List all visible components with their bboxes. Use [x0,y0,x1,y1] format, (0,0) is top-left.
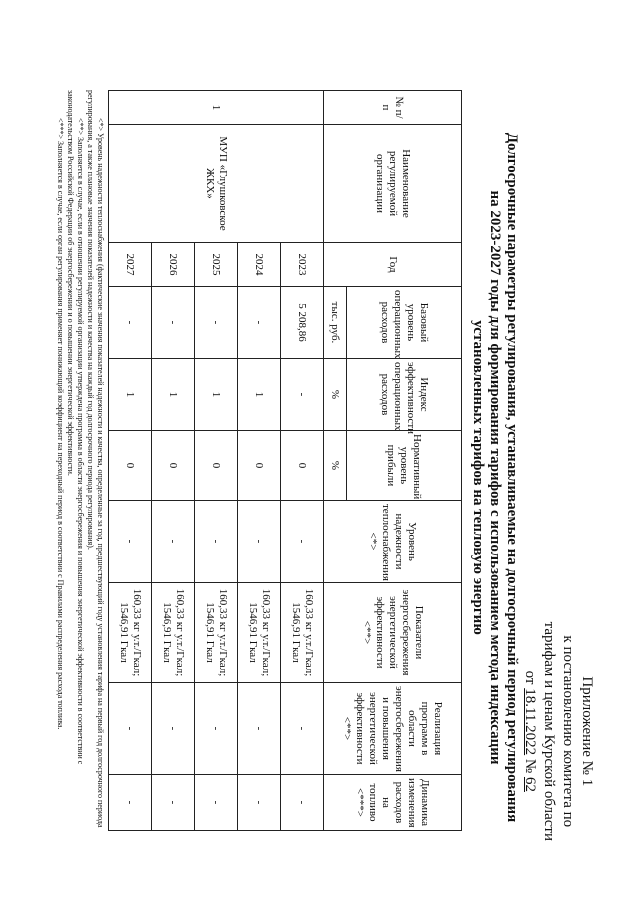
cell-program: - [281,683,324,775]
unit-efficiency-index: % [324,359,347,431]
cell-profit: 0 [281,431,324,501]
org-number: 1 [109,91,324,125]
cell-index: 1 [152,359,195,431]
appendix-line-3: тарифам и ценам Курской области [541,621,557,841]
title-line-1: Долгосрочные параметры регулирования, устанавливаемые на долгосрочный период регулирования [504,132,520,823]
org-name: МУП «Глушковское ЖКХ» [109,125,324,243]
cell-fuel: - [152,775,195,831]
cell-fuel: - [238,775,281,831]
cell-profit: 0 [109,431,152,501]
header-program: Реализация программ в области энергосбережения и повышения энергетической эффективности <**> [324,683,462,775]
cell-profit: 0 [238,431,281,501]
cell-program: - [109,683,152,775]
cell-saving: 160,33 кг у.т./Гкал; 1546,91 Гкал [109,583,152,683]
cell-profit: 0 [152,431,195,501]
cell-fuel: - [195,775,238,831]
table-header-row [347,91,462,831]
appendix-title: Приложение № 1 [579,676,595,787]
header-fuel-dynamics: Динамика изменения расходов на топливо <***> [324,775,462,831]
footnote-energy-saving: <**> Заполняется в случае, если в отношении регулируемой организации утверждена программа в области энергосбережения и повышения энергетической эффективности в соответствии с законодательством Российской Федерации об энергосбережении и о повышении энергетической эффективности. [66,90,85,765]
footnote-fuel: <***> Заполняется в случае, если орган регулирования применяет понижающий коэффициент на переходный период в соответствии с Правилами распределения расхода топлива. [56,118,65,730]
cell-year: 2026 [152,243,195,287]
cell-base: - [238,287,281,359]
cell-program: - [195,683,238,775]
footnotes [55,90,105,830]
cell-saving: 160,33 кг у.т./Гкал; 1546,91 Гкал [281,583,324,683]
unit-base-level: тыс. руб. [324,287,347,359]
cell-fuel: - [109,775,152,831]
cell-saving: 160,33 кг у.т./Гкал; 1546,91 Гкал [152,583,195,683]
unit-profit-level: % [324,431,347,501]
cell-index: - [281,359,324,431]
table-row [281,91,324,831]
cell-reliability: - [238,501,281,583]
resolution-date: 18.11.2022 [522,688,538,756]
cell-reliability: - [109,501,152,583]
header-energy-saving: Показатели энергосбережения энергетической эффективности <**> [324,583,462,683]
cell-year: 2025 [195,243,238,287]
title-line-2: на 2023-2027 годы для формирования тарифов с использованием метода индексации [487,190,503,765]
header-reliability: Уровень надежности теплоснабжения <*> [324,501,462,583]
cell-fuel: - [281,775,324,831]
cell-base: - [109,287,152,359]
appendix-date-line [520,622,539,841]
header-organization: Наименование регулируемой организации [324,125,462,243]
footnote-reliability: <*> Уровень надежности теплоснабжения (фактические значения показателей надежности и качества, определенные за год, предшествующий году установления тарифа на первый год долгосрочного периода регулирования, а также плановые значения показателей надежности и качества на каждый год долгосрочного периода регулирования). [86,90,105,828]
date-prefix: от [522,670,538,685]
cell-reliability: - [195,501,238,583]
cell-index: 1 [109,359,152,431]
header-profit-level: Нормативный уровень прибыли [347,431,462,501]
cell-reliability: - [152,501,195,583]
parameters-table [108,90,462,831]
cell-year: 2024 [238,243,281,287]
header-number: № п/п [324,91,462,125]
cell-saving: 160,33 кг у.т./Гкал; 1546,91 Гкал [238,583,281,683]
cell-year: 2023 [281,243,324,287]
cell-program: - [238,683,281,775]
cell-year: 2027 [109,243,152,287]
cell-profit: 0 [195,431,238,501]
title-line-3: установленных тарифов на тепловую энергию [470,320,486,635]
cell-index: 1 [195,359,238,431]
document-title [469,120,520,835]
cell-reliability: - [281,501,324,583]
appendix-line-2: к постановлению комитета по [560,635,576,828]
cell-base: - [152,287,195,359]
header-efficiency-index: Индекс эффективности операционных расходов [347,359,462,431]
cell-index: 1 [238,359,281,431]
cell-base: - [195,287,238,359]
number-prefix: № [522,758,538,774]
resolution-number: 62 [522,776,538,792]
appendix-header [520,622,596,841]
cell-saving: 160,33 кг у.т./Гкал; 1546,91 Гкал [195,583,238,683]
cell-base: 5 208,86 [281,287,324,359]
header-year: Год [324,243,462,287]
header-base-level: Базовый уровень операционных расходов [347,287,462,359]
cell-program: - [152,683,195,775]
